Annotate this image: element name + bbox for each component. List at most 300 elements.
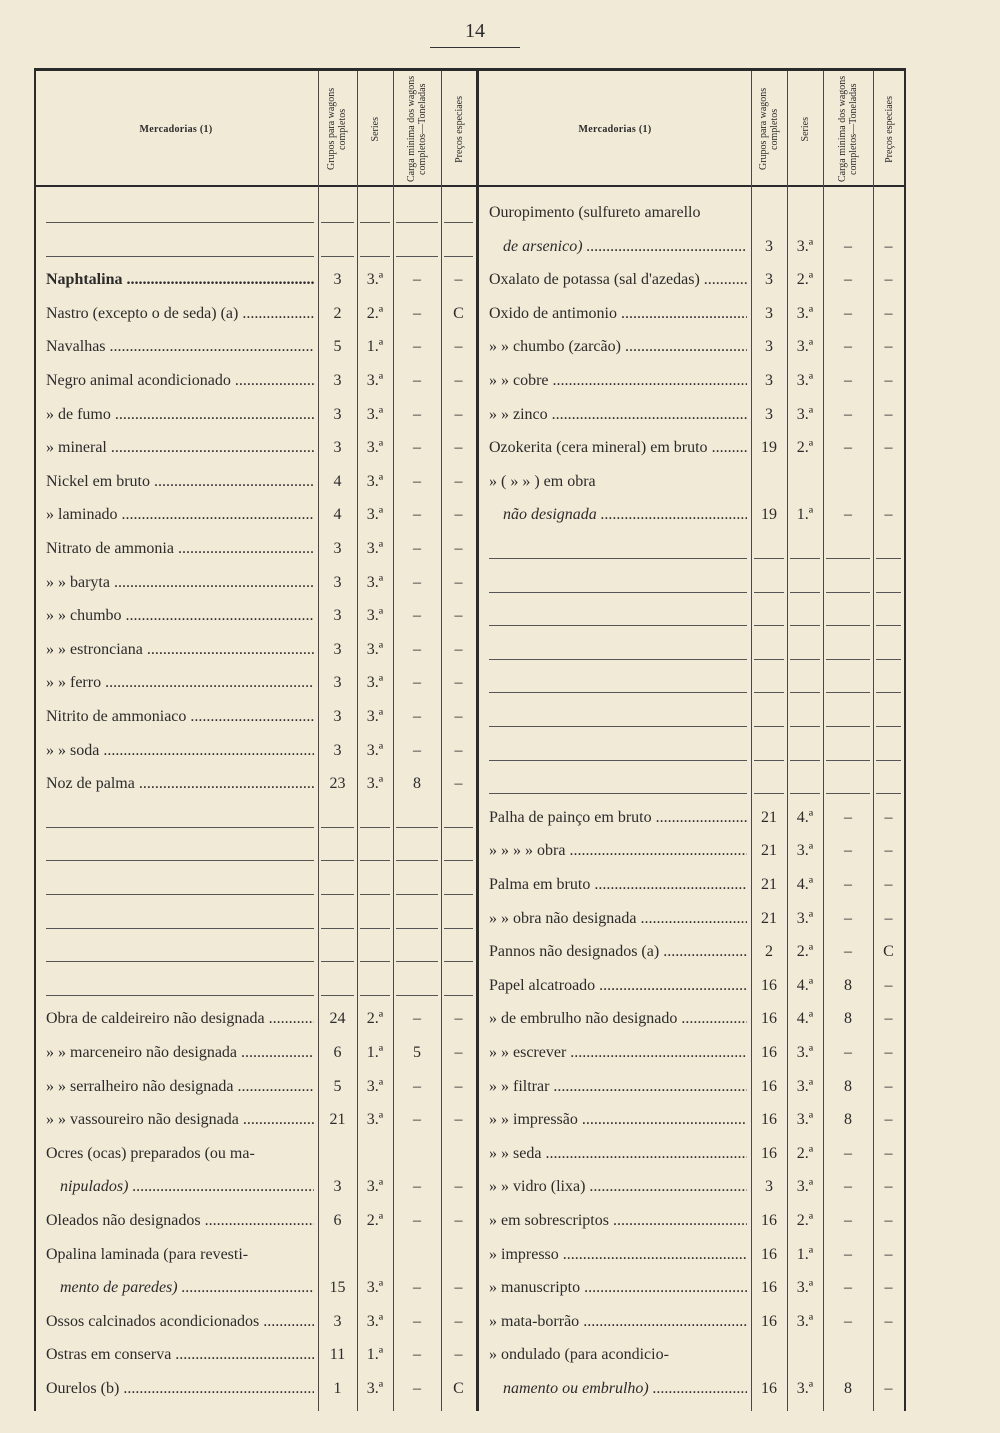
tariff-table: [34, 68, 906, 1411]
table-row: [36, 768, 904, 800]
grupo-value: 16: [761, 1245, 777, 1263]
table-row: [36, 533, 904, 565]
item-name: » » obra não designada .....: [489, 910, 747, 928]
carga-value: –: [413, 640, 421, 658]
grupo-value: 16: [761, 1380, 777, 1397]
serie-value: 4.ª: [796, 808, 814, 826]
item-name: » » chumbo (zarcão) .....: [489, 338, 747, 356]
item-name: Noz de palma .....: [46, 775, 314, 793]
carga-value: –: [844, 943, 852, 961]
table-row: [36, 634, 904, 666]
preco-value: –: [884, 506, 893, 524]
blank-rule: [754, 558, 784, 559]
carga-value: –: [844, 1178, 852, 1196]
blank-rule: [489, 760, 747, 761]
carga-value: 8: [844, 976, 852, 994]
serie-value: 3.ª: [366, 1077, 384, 1095]
carga-value: –: [413, 1346, 421, 1364]
blank-rule: [489, 592, 747, 593]
blank-rule: [489, 793, 747, 794]
carga-value: –: [844, 909, 852, 927]
serie-value: 3.ª: [796, 372, 814, 389]
grupo-value: 16: [761, 1077, 777, 1095]
item-name: namento ou embrulho) .....: [503, 1380, 747, 1398]
serie-value: 4.ª: [796, 1010, 814, 1028]
grupo-value: 6: [333, 1212, 342, 1229]
carga-value: –: [844, 439, 852, 457]
carga-value: –: [844, 1312, 852, 1330]
table-row: [36, 1306, 904, 1338]
preco-value: –: [884, 439, 893, 457]
blank-rule: [489, 692, 747, 693]
blank-rule: [826, 793, 870, 794]
table-row: [36, 298, 904, 330]
blank-rule: [826, 592, 870, 593]
blank-rule: [754, 726, 784, 727]
serie-value: 1.ª: [366, 1346, 384, 1364]
serie-value: 3.ª: [796, 1044, 814, 1061]
carga-value: –: [844, 1044, 852, 1061]
item-name: Nastro (excepto o de seda) (a) .....: [46, 305, 314, 323]
grupo-value: 3: [765, 1178, 773, 1196]
blank-rule: [790, 558, 820, 559]
header-series-right: Series: [799, 116, 811, 142]
header-precos-left: Preços especiaes: [453, 95, 465, 163]
table-row: [36, 365, 904, 397]
preco-value: –: [454, 1178, 463, 1196]
serie-value: 1.ª: [796, 1245, 814, 1263]
serie-value: 3.ª: [796, 1312, 814, 1330]
serie-value: 3.ª: [366, 741, 384, 759]
grupo-value: 19: [761, 439, 777, 457]
grupo-value: 16: [761, 1111, 777, 1129]
grupo-value: 3: [333, 674, 342, 692]
carga-value: –: [413, 607, 421, 625]
grupo-value: 3: [333, 708, 342, 725]
carga-value: –: [844, 842, 852, 860]
item-name: » » cobre .....: [489, 372, 747, 390]
carga-value: –: [844, 338, 852, 356]
grupo-value: 16: [761, 1010, 777, 1028]
grupo-value: 16: [761, 1279, 777, 1297]
item-name: Nitrato de ammonia .....: [46, 540, 314, 558]
blank-rule: [826, 625, 870, 626]
blank-rule: [754, 793, 784, 794]
blank-rule: [754, 760, 784, 761]
preco-value: C: [453, 304, 464, 322]
table-row: [36, 1138, 904, 1170]
preco-value: –: [884, 1380, 893, 1397]
preco-value: –: [884, 876, 893, 893]
grupo-value: 3: [333, 540, 342, 557]
grupo-value: 21: [761, 808, 777, 826]
table-row: [36, 399, 904, 431]
blank-rule: [826, 692, 870, 693]
serie-value: 3.ª: [366, 607, 384, 625]
serie-value: 3.ª: [366, 439, 384, 457]
blank-rule: [826, 558, 870, 559]
blank-rule: [489, 558, 747, 559]
grupo-value: 3: [333, 573, 342, 591]
preco-value: –: [454, 472, 463, 490]
preco-value: –: [454, 674, 463, 692]
preco-value: –: [884, 1245, 893, 1263]
table-row: [36, 1037, 904, 1069]
carga-value: –: [413, 1312, 421, 1330]
serie-value: 3.ª: [366, 573, 384, 591]
grupo-value: 11: [329, 1346, 346, 1364]
blank-rule: [754, 625, 784, 626]
blank-rule: [790, 760, 820, 761]
serie-value: 3.ª: [796, 1178, 814, 1196]
item-name: » » baryta .....: [46, 574, 314, 592]
item-name: » em sobrescriptos .....: [489, 1212, 747, 1230]
serie-value: 1.ª: [366, 1044, 384, 1061]
carga-value: –: [844, 271, 852, 289]
preco-value: –: [884, 1144, 893, 1162]
item-name: » ondulado (para acondicio-: [489, 1346, 669, 1364]
item-name: Palma em bruto .....: [489, 876, 747, 894]
blank-rule: [826, 726, 870, 727]
item-name: » » soda .....: [46, 742, 314, 760]
serie-value: 3.ª: [366, 674, 384, 692]
item-name: » » » » obra .....: [489, 842, 747, 860]
table-row: [36, 1171, 904, 1203]
header-grupos-left: Grupos para wagons completos: [326, 87, 348, 171]
item-name: Papel alcatroado .....: [489, 977, 747, 995]
grupo-value: 21: [761, 842, 777, 860]
serie-value: 3.ª: [366, 506, 384, 524]
carga-value: 8: [413, 775, 421, 793]
table-row: [36, 869, 904, 901]
preco-value: –: [884, 909, 893, 927]
grupo-value: 3: [333, 439, 342, 457]
grupo-value: 3: [765, 271, 773, 289]
serie-value: 3.ª: [366, 372, 384, 389]
table-row: [36, 466, 904, 498]
item-name: Navalhas .....: [46, 338, 314, 356]
preco-value: –: [454, 405, 463, 423]
blank-rule: [876, 793, 901, 794]
serie-value: 3.ª: [366, 640, 384, 658]
table-row: [36, 802, 904, 834]
item-name: » mineral .....: [46, 439, 314, 457]
carga-value: –: [844, 405, 852, 423]
preco-value: –: [884, 808, 893, 826]
carga-value: –: [844, 237, 852, 255]
grupo-value: 4: [333, 472, 342, 490]
preco-value: –: [454, 439, 463, 457]
table-row: [36, 432, 904, 464]
header-mercadorias-left: Mercadorias (1): [139, 123, 213, 135]
item-name: » » escrever .....: [489, 1044, 747, 1062]
grupo-value: 2: [333, 304, 342, 322]
carga-value: 8: [844, 1111, 852, 1129]
table-row: [36, 1272, 904, 1304]
item-name: Nickel em bruto .....: [46, 473, 314, 491]
serie-value: 3.ª: [796, 338, 814, 356]
table-row: [36, 903, 904, 935]
preco-value: –: [884, 1178, 893, 1196]
serie-value: 2.ª: [366, 1010, 384, 1028]
item-name: » » zinco .....: [489, 406, 747, 424]
preco-value: C: [453, 1380, 464, 1397]
carga-value: 8: [844, 1380, 852, 1397]
preco-value: –: [454, 640, 463, 658]
serie-value: 3.ª: [796, 1380, 814, 1397]
blank-rule: [790, 692, 820, 693]
blank-rule: [876, 558, 901, 559]
grupo-value: 16: [761, 1312, 777, 1330]
grupo-value: 3: [765, 237, 773, 255]
grupo-value: 3: [333, 1178, 342, 1196]
blank-rule: [826, 760, 870, 761]
preco-value: C: [883, 943, 894, 961]
grupo-value: 16: [761, 1144, 777, 1162]
serie-value: 4.ª: [796, 976, 814, 994]
carga-value: –: [413, 741, 421, 759]
item-name: » » estronciana .....: [46, 641, 314, 659]
preco-value: –: [454, 741, 463, 759]
grupo-value: 3: [765, 372, 773, 389]
item-name: » manuscripto .....: [489, 1279, 747, 1297]
serie-value: 3.ª: [366, 1111, 384, 1129]
blank-rule: [754, 692, 784, 693]
header-grupos-right: Grupos para wagons completos: [758, 87, 780, 171]
item-name: » » vassoureiro não designada .....: [46, 1111, 314, 1129]
serie-value: 1.ª: [796, 506, 814, 524]
item-name: Oxalato de potassa (sal d'azedas) .....: [489, 271, 747, 289]
serie-value: 3.ª: [796, 405, 814, 423]
table-row: [36, 499, 904, 531]
preco-value: –: [884, 1010, 893, 1028]
preco-value: –: [454, 338, 463, 356]
table-row: [36, 197, 904, 229]
table-row: [36, 331, 904, 363]
grupo-value: 4: [333, 506, 342, 524]
table-row: [36, 600, 904, 632]
preco-value: –: [884, 1279, 893, 1297]
preco-value: –: [884, 1111, 893, 1129]
blank-rule: [790, 625, 820, 626]
item-name: Opalina laminada (para revesti-: [46, 1245, 249, 1263]
preco-value: –: [454, 708, 463, 725]
blank-rule: [754, 592, 784, 593]
preco-value: –: [884, 976, 893, 994]
item-name: Ouropimento (sulfureto amarello: [489, 204, 701, 221]
table-row: [36, 1339, 904, 1371]
carga-value: 5: [413, 1044, 421, 1061]
blank-rule: [876, 760, 901, 761]
grupo-value: 16: [761, 976, 777, 994]
preco-value: –: [454, 573, 463, 591]
grupo-value: 21: [761, 909, 777, 927]
blank-rule: [489, 625, 747, 626]
item-name: » » ferro .....: [46, 674, 314, 692]
carga-value: –: [413, 1279, 421, 1297]
table-row: [36, 1373, 904, 1405]
serie-value: 2.ª: [796, 1144, 814, 1162]
blank-rule: [876, 659, 901, 660]
serie-value: 3.ª: [366, 1178, 384, 1196]
serie-value: 3.ª: [366, 405, 384, 423]
header-carga-right: Carga minima dos wagons completos—Toneladas: [837, 75, 859, 183]
carga-value: –: [413, 304, 421, 322]
item-name: » impresso .....: [489, 1246, 747, 1264]
grupo-value: 24: [329, 1010, 346, 1028]
carga-value: –: [413, 506, 421, 524]
blank-rule: [876, 625, 901, 626]
grupo-value: 19: [761, 506, 777, 524]
serie-value: 2.ª: [366, 1212, 384, 1229]
item-name: de arsenico) .....: [503, 238, 747, 256]
carga-value: –: [413, 674, 421, 692]
grupo-value: 6: [333, 1044, 342, 1061]
item-name: Ocres (ocas) preparados (ou ma-: [46, 1144, 255, 1162]
carga-value: –: [844, 1144, 852, 1162]
carga-value: –: [413, 271, 421, 289]
preco-value: –: [454, 1077, 463, 1095]
preco-value: –: [454, 540, 463, 557]
item-name: » » vidro (lixa) .....: [489, 1178, 747, 1196]
item-name: Oleados não designados .....: [46, 1212, 314, 1230]
carga-value: –: [413, 573, 421, 591]
table-row: [36, 231, 904, 263]
preco-value: –: [454, 271, 463, 289]
item-name: » » impressão .....: [489, 1111, 747, 1129]
preco-value: –: [454, 372, 463, 389]
serie-value: 3.ª: [796, 1279, 814, 1297]
blank-rule: [876, 726, 901, 727]
serie-value: 4.ª: [796, 876, 814, 893]
preco-value: –: [454, 1044, 463, 1061]
item-name: » » filtrar .....: [489, 1078, 747, 1096]
serie-value: 2.ª: [366, 304, 384, 322]
grupo-value: 3: [333, 741, 342, 759]
item-name: » » marceneiro não designada .....: [46, 1044, 314, 1062]
grupo-value: 21: [761, 876, 777, 893]
item-name: Ossos calcinados acondicionados .....: [46, 1313, 314, 1331]
grupo-value: 3: [333, 640, 342, 658]
serie-value: 3.ª: [366, 1279, 384, 1297]
carga-value: –: [413, 405, 421, 423]
carga-value: –: [413, 540, 421, 557]
table-row: [36, 264, 904, 296]
item-name: » » seda .....: [489, 1145, 747, 1163]
grupo-value: 2: [765, 943, 773, 961]
table-row: [36, 667, 904, 699]
grupo-value: 3: [333, 405, 342, 423]
item-name: » de embrulho não designado .....: [489, 1010, 747, 1028]
blank-rule: [489, 659, 747, 660]
grupo-value: 3: [333, 607, 342, 625]
grupo-value: 23: [329, 775, 346, 793]
carga-value: –: [413, 372, 421, 389]
item-name: Obra de caldeireiro não designada .....: [46, 1010, 314, 1028]
carga-value: –: [844, 506, 852, 524]
serie-value: 3.ª: [796, 1111, 814, 1129]
grupo-value: 5: [333, 1077, 342, 1095]
item-name: » laminado .....: [46, 506, 314, 524]
serie-value: 2.ª: [796, 943, 814, 961]
serie-value: 3.ª: [796, 909, 814, 927]
carga-value: –: [844, 1245, 852, 1263]
table-row: [36, 1104, 904, 1136]
table-row: [36, 1205, 904, 1237]
preco-value: –: [884, 271, 893, 289]
item-name: mento de paredes) .....: [60, 1279, 314, 1297]
serie-value: 3.ª: [366, 775, 384, 793]
carga-value: –: [413, 1010, 421, 1028]
preco-value: –: [454, 1010, 463, 1028]
item-name: Oxido de antimonio .....: [489, 305, 747, 323]
serie-value: 3.ª: [796, 1077, 814, 1095]
grupo-value: 16: [761, 1044, 777, 1061]
carga-value: –: [413, 472, 421, 490]
grupo-value: 3: [333, 372, 342, 389]
serie-value: 3.ª: [796, 304, 814, 322]
item-name: » » serralheiro não designada .....: [46, 1078, 314, 1096]
header-series-left: Series: [369, 116, 381, 142]
preco-value: –: [884, 338, 893, 356]
serie-value: 3.ª: [366, 1312, 384, 1330]
table-row: [36, 1239, 904, 1271]
serie-value: 2.ª: [796, 1212, 814, 1229]
blank-rule: [790, 592, 820, 593]
carga-value: –: [413, 1077, 421, 1095]
grupo-value: 3: [333, 1312, 342, 1330]
carga-value: –: [413, 1111, 421, 1129]
grupo-value: 3: [765, 304, 773, 322]
carga-value: –: [844, 876, 852, 893]
serie-value: 3.ª: [366, 1380, 384, 1397]
grupo-value: 3: [765, 405, 773, 423]
header-rule-left: [36, 185, 476, 187]
table-row: [36, 701, 904, 733]
preco-value: –: [454, 1111, 463, 1129]
item-name: Pannos não designados (a) .....: [489, 943, 747, 961]
carga-value: –: [413, 439, 421, 457]
preco-value: –: [454, 1312, 463, 1330]
item-name: Ourelos (b) .....: [46, 1380, 314, 1398]
preco-value: –: [884, 1312, 893, 1330]
blank-rule: [754, 659, 784, 660]
preco-value: –: [454, 1346, 463, 1364]
grupo-value: 3: [333, 271, 342, 289]
preco-value: –: [884, 1212, 893, 1229]
preco-value: –: [884, 842, 893, 860]
serie-value: 3.ª: [366, 708, 384, 725]
preco-value: –: [884, 372, 893, 389]
serie-value: 2.ª: [796, 439, 814, 457]
carga-value: –: [413, 338, 421, 356]
grupo-value: 1: [333, 1380, 342, 1397]
item-name: Ostras em conserva .....: [46, 1346, 314, 1364]
table-row: [36, 1003, 904, 1035]
grupo-value: 3: [765, 338, 773, 356]
preco-value: –: [884, 1044, 893, 1061]
header-carga-left: Carga minima dos wagons completos—Toneladas: [406, 75, 428, 183]
blank-rule: [826, 659, 870, 660]
serie-value: 3.ª: [366, 540, 384, 557]
carga-value: –: [844, 1279, 852, 1297]
carga-value: –: [413, 1212, 421, 1229]
item-name: não designada .....: [503, 506, 747, 524]
grupo-value: 5: [333, 338, 342, 356]
page-number: 14: [430, 20, 520, 48]
carga-value: 8: [844, 1010, 852, 1028]
serie-value: 3.ª: [796, 237, 814, 255]
